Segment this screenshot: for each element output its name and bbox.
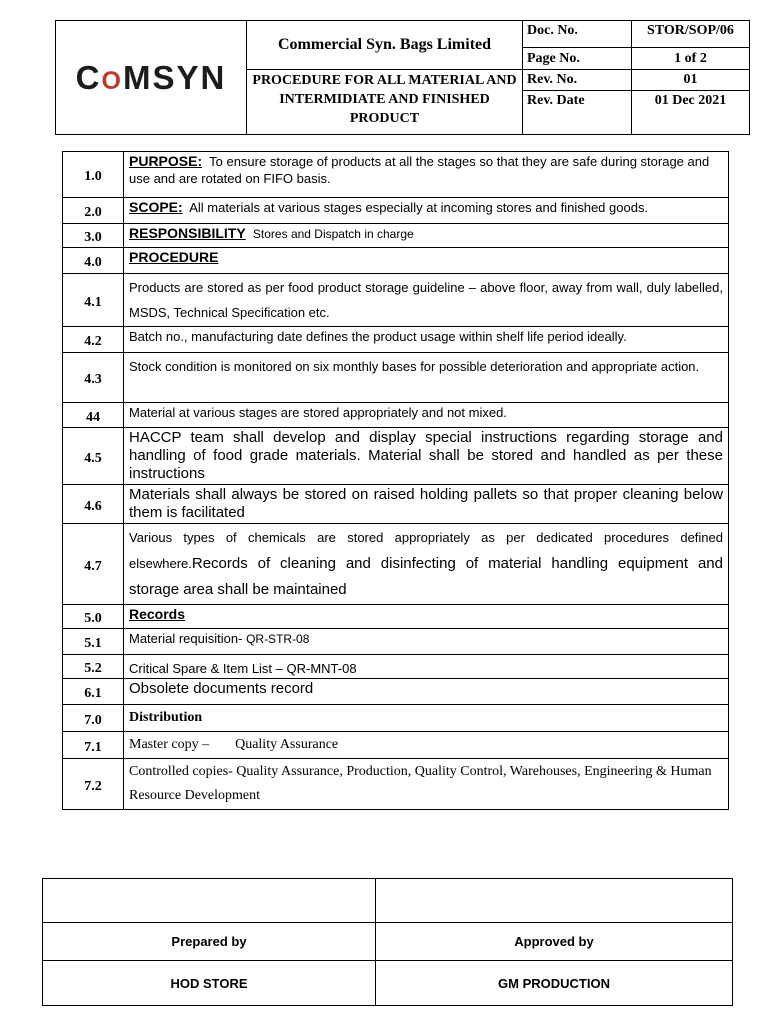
procedure-step-text [124, 524, 729, 605]
doc-no-label: Doc. No. [523, 21, 632, 48]
master-copy-label: Master copy – [129, 737, 210, 752]
distribution-master-copy [124, 732, 729, 759]
records-heading: Records [129, 606, 186, 622]
section-number: 7.0 [63, 705, 124, 732]
procedure-step-text: Material at various stages are stored appropriately and not mixed. [124, 403, 729, 428]
table-row [63, 248, 729, 274]
table-row [63, 759, 729, 810]
step-text-a: Various types of chemicals are stored appropriately as per dedicated procedures defined elsewhere. [129, 530, 723, 571]
purpose-heading: PURPOSE: [129, 153, 203, 169]
table-row [63, 629, 729, 655]
table-row [63, 485, 729, 524]
prepared-by-value: HOD STORE [43, 961, 376, 1006]
approved-by-label: Approved by [376, 923, 733, 961]
section-number: 1.0 [63, 152, 124, 198]
approved-signature-cell [376, 879, 733, 923]
section-number: 4.0 [63, 248, 124, 274]
rev-no-value: 01 [632, 70, 750, 91]
rev-no-label: Rev. No. [523, 70, 632, 91]
rev-date-label: Rev. Date [523, 91, 632, 135]
table-row [63, 605, 729, 629]
table-row [63, 705, 729, 732]
distribution-controlled-copies: Controlled copies- Quality Assurance, Production, Quality Control, Warehouses, Engineering & Human Resource Development [124, 759, 729, 810]
table-row [63, 327, 729, 353]
section-number: 4.1 [63, 274, 124, 327]
section-number: 5.0 [63, 605, 124, 629]
procedure-cell [124, 248, 729, 274]
record-text: Critical Spare & Item List – QR-MNT-08 [124, 655, 729, 679]
logo-cell [56, 21, 247, 135]
signature-table [42, 878, 733, 1006]
scope-text: All materials at various stages especially at incoming stores and finished goods. [189, 200, 649, 215]
section-number: 5.2 [63, 655, 124, 679]
table-row [63, 428, 729, 485]
section-number: 7.1 [63, 732, 124, 759]
prepared-by-label: Prepared by [43, 923, 376, 961]
procedure-step-text: Products are stored as per food product storage guideline – above floor, away from wall, duly labelled, MSDS, Technical Specification etc. [124, 274, 729, 327]
rev-date-value: 01 Dec 2021 [632, 91, 750, 135]
responsibility-text: Stores and Dispatch in charge [252, 227, 414, 241]
sop-table [62, 151, 729, 810]
procedure-title: PROCEDURE FOR ALL MATERIAL AND INTERMIDIATE AND FINISHED PRODUCT [247, 70, 523, 135]
procedure-step-text: Batch no., manufacturing date defines the product usage within shelf life period ideally. [124, 327, 729, 353]
table-row [63, 655, 729, 679]
table-row [63, 198, 729, 224]
procedure-step-text: HACCP team shall develop and display special instructions regarding storage and handling of food grade materials. Material shall be stored and handled as per these instructions [124, 428, 729, 485]
step-text-b: Records of cleaning and disinfecting of material handling equipment and storage area shall be maintained [129, 555, 723, 598]
page-no-value: 1 of 2 [632, 48, 750, 70]
scope-cell [124, 198, 729, 224]
record-text: Material requisition- [129, 631, 243, 646]
approved-by-value: GM PRODUCTION [376, 961, 733, 1006]
record-cell [124, 629, 729, 655]
document-header [55, 20, 750, 135]
section-number: 5.1 [63, 629, 124, 655]
section-number: 4.3 [63, 353, 124, 403]
comsyn-logo: COMSYN [75, 58, 227, 96]
record-code: QR-STR-08 [246, 632, 310, 646]
master-copy-dept: Quality Assurance [235, 737, 339, 752]
section-number: 3.0 [63, 224, 124, 248]
section-number: 4.5 [63, 428, 124, 485]
company-name: Commercial Syn. Bags Limited [247, 21, 523, 70]
prepared-signature-cell [43, 879, 376, 923]
table-row [63, 732, 729, 759]
table-row [63, 403, 729, 428]
procedure-step-text: Materials shall always be stored on raised holding pallets so that proper cleaning below them is facilitated [124, 485, 729, 524]
scope-heading: SCOPE: [129, 199, 183, 215]
section-number: 6.1 [63, 679, 124, 705]
procedure-step-text: Stock condition is monitored on six monthly bases for possible deterioration and appropriate action. [124, 353, 729, 403]
table-row [63, 224, 729, 248]
doc-no-value: STOR/SOP/06 [632, 21, 750, 48]
table-row [63, 353, 729, 403]
table-row [63, 274, 729, 327]
procedure-heading: PROCEDURE [129, 249, 219, 265]
section-number: 7.2 [63, 759, 124, 810]
responsibility-cell [124, 224, 729, 248]
responsibility-heading: RESPONSIBILITY [129, 225, 246, 241]
distribution-heading: Distribution [124, 705, 729, 732]
record-text: Obsolete documents record [124, 679, 729, 705]
table-row [63, 524, 729, 605]
section-number: 4.2 [63, 327, 124, 353]
purpose-cell [124, 152, 729, 198]
section-number: 2.0 [63, 198, 124, 224]
section-number: 4.7 [63, 524, 124, 605]
purpose-text: To ensure storage of products at all the stages so that they are safe during storage and use and are rotated on FIFO basis. [129, 154, 710, 186]
section-number: 4.6 [63, 485, 124, 524]
records-cell [124, 605, 729, 629]
table-row [63, 679, 729, 705]
table-row [63, 152, 729, 198]
section-number: 44 [63, 403, 124, 428]
page-no-label: Page No. [523, 48, 632, 70]
